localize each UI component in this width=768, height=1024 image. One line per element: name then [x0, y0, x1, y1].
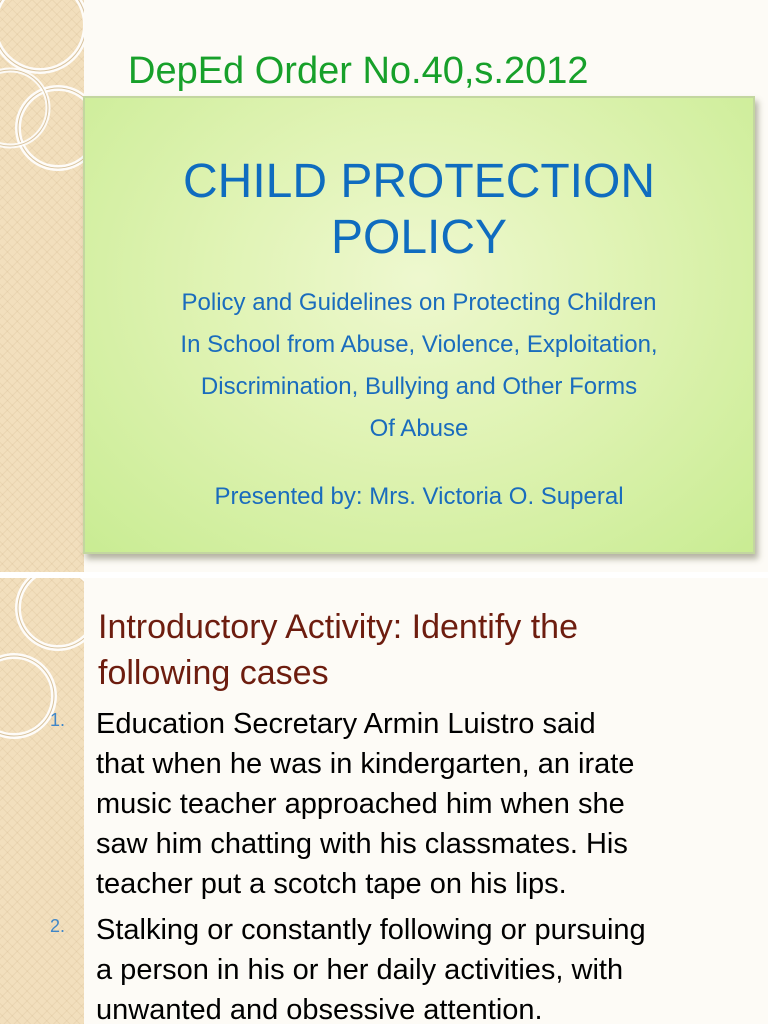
list-item [0, 910, 768, 1024]
item-line: that when he was in kindergarten, an irate [96, 748, 635, 780]
main-title-line: POLICY [330, 211, 508, 264]
item-line: a person in his or her daily activities, with [96, 954, 624, 986]
heading-line: Introductory Activity: Identify the [98, 608, 579, 646]
item-line: Stalking or constantly following or pursuing [96, 914, 646, 946]
activity-slide [0, 578, 768, 1024]
subtitle-line: Policy and Guidelines on Protecting Children [181, 289, 657, 316]
item-line: saw him chatting with his classmates. His [96, 828, 628, 860]
item-line: music teacher approached him when she [96, 788, 625, 820]
presenter: Presented by: Mrs. Victoria O. Superal [214, 483, 624, 510]
subtitle-line: Of Abuse [369, 415, 469, 442]
subtitle-line: In School from Abuse, Violence, Exploitation, [180, 331, 658, 358]
order-title: DepEd Order No.40,s.2012 [128, 50, 589, 92]
item-text [96, 704, 754, 904]
list-item [0, 704, 768, 904]
item-line: teacher put a scotch tape on his lips. [96, 868, 567, 900]
item-line: unwanted and obsessive attention. [96, 994, 543, 1024]
item-line: Education Secretary Armin Luistro said [96, 708, 596, 740]
title-box [83, 96, 755, 554]
subtitle-line: Discrimination, Bullying and Other Forms [200, 373, 638, 400]
item-text [96, 910, 754, 1024]
main-title-line: CHILD PROTECTION [182, 155, 656, 208]
heading-line: following cases [98, 654, 329, 692]
ring-decoration-icon [0, 0, 84, 572]
activity-heading [98, 604, 578, 696]
item-number: 1. [50, 710, 66, 730]
item-number: 2. [50, 916, 66, 936]
subtitle [85, 282, 753, 450]
main-title [85, 154, 753, 266]
case-list [0, 704, 768, 1024]
